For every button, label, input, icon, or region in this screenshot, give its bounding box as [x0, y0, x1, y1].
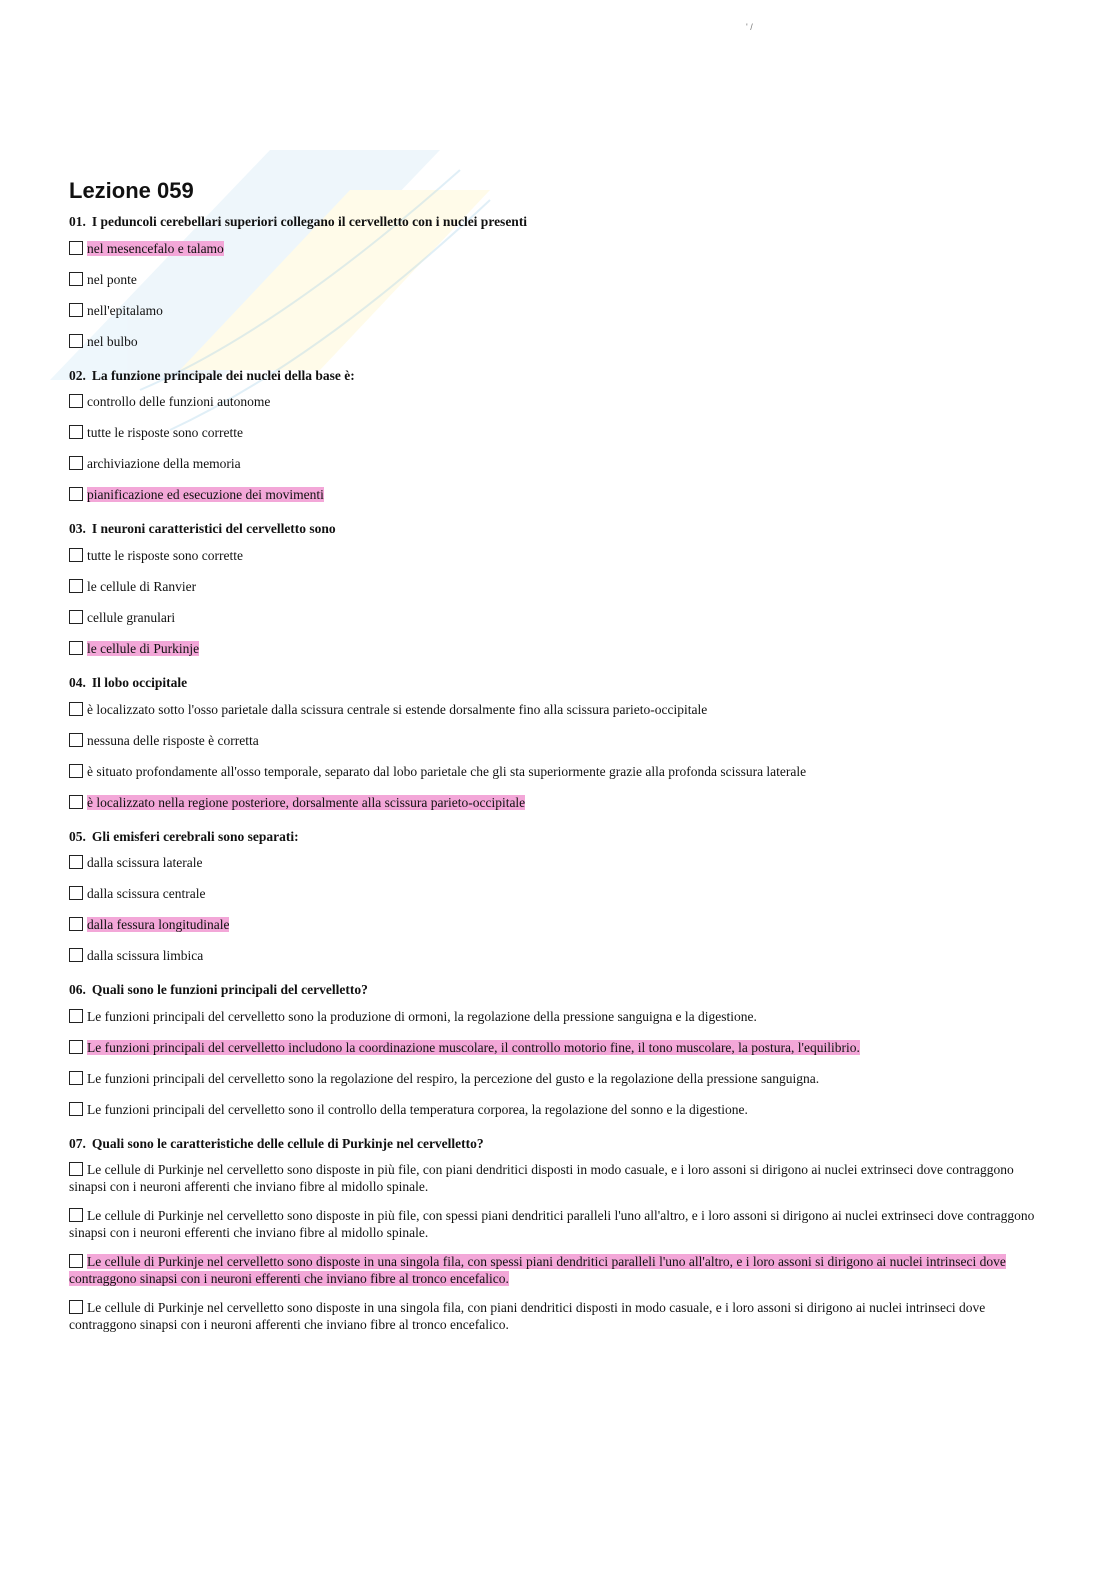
answer-text: Le cellule di Purkinje nel cervelletto sono disposte in più file, con piani dendritici disposti in modo casuale, e i loro assoni si dirigono ai nuclei extrinseci dove contraggono sinapsi con i neuroni afferenti che inviano fibre al midollo spinale.: [69, 1162, 1014, 1195]
question-number: 02.: [69, 367, 86, 383]
checkbox[interactable]: [69, 1102, 83, 1116]
checkbox[interactable]: [69, 610, 83, 624]
checkbox[interactable]: [69, 241, 83, 255]
answer-text: nessuna delle risposte è corretta: [87, 732, 259, 748]
answer-option: [69, 547, 1049, 564]
answer-text: Le cellule di Purkinje nel cervelletto sono disposte in più file, con spessi piani dendritici paralleli l'uno all'altro, e i loro assoni si dirigono ai nuclei extrinseci dove contraggono sinapsi con i neuroni efferenti che inviano fibre al midollo spinale.: [69, 1208, 1035, 1241]
answer-text: dalla scissura centrale: [87, 886, 206, 902]
question-label: I neuroni caratteristici del cervelletto sono: [91, 521, 336, 537]
answer-text: nell'epitalamo: [87, 302, 163, 318]
question-label: I peduncoli cerebellari superiori collegano il cervelletto con i nuclei presenti: [91, 214, 528, 230]
answer-option: [69, 333, 1049, 350]
question-list: [69, 213, 1049, 1333]
answer-option-highlighted: [69, 640, 1049, 657]
checkbox[interactable]: [69, 855, 83, 869]
answer-option: [69, 947, 1049, 964]
question-label: La funzione principale dei nuclei della base è:: [91, 367, 355, 383]
answer-option: [69, 701, 1049, 718]
checkbox[interactable]: [69, 917, 83, 931]
checkbox[interactable]: [69, 303, 83, 317]
answer-text: nel ponte: [87, 271, 137, 287]
checkbox[interactable]: [69, 579, 83, 593]
question-text: [69, 674, 1049, 692]
answer-text: dalla fessura longitudinale: [87, 917, 230, 933]
answer-option: [69, 1008, 1049, 1025]
answer-text: dalla scissura limbica: [87, 948, 204, 964]
answer-text: tutte le risposte sono corrette: [87, 548, 243, 564]
checkbox[interactable]: [69, 1071, 83, 1085]
answer-option: [69, 609, 1049, 626]
answer-text: nel bulbo: [87, 333, 138, 349]
answer-text: Le cellule di Purkinje nel cervelletto sono disposte in una singola fila, con spessi piani dendritici paralleli l'uno all'altro, e i loro assoni si dirigono ai nuclei intrinseci dove contraggono sinapsi con i neuroni efferenti che inviano fibre al tronco encefalico.: [69, 1254, 1006, 1287]
answer-text: nel mesencefalo e talamo: [87, 240, 224, 256]
checkbox[interactable]: [69, 548, 83, 562]
question-number: 03.: [69, 521, 86, 537]
answer-text: Le funzioni principali del cervelletto sono il controllo della temperatura corporea, la regolazione del sonno e la digestione.: [87, 1101, 748, 1117]
answer-text: pianificazione ed esecuzione dei movimenti: [87, 487, 324, 503]
question-text: [69, 828, 1049, 846]
answer-option-highlighted: [69, 240, 1049, 257]
answer-option: [69, 1299, 1049, 1333]
page-corner-mark: ' /: [746, 22, 753, 32]
quiz-content: [69, 178, 1049, 1350]
checkbox[interactable]: [69, 641, 83, 655]
question-number: 07.: [69, 1135, 86, 1151]
answer-option: [69, 1070, 1049, 1087]
checkbox[interactable]: [69, 1162, 83, 1176]
checkbox[interactable]: [69, 948, 83, 962]
checkbox[interactable]: [69, 795, 83, 809]
checkbox[interactable]: [69, 272, 83, 286]
question-block: [69, 520, 1049, 657]
question-text: [69, 1135, 1049, 1153]
checkbox[interactable]: [69, 1300, 83, 1314]
answer-text: tutte le risposte sono corrette: [87, 425, 243, 441]
question-label: Quali sono le caratteristiche delle cellule di Purkinje nel cervelletto?: [91, 1135, 484, 1151]
answer-option: [69, 1161, 1049, 1195]
question-block: [69, 367, 1049, 504]
answer-text: è localizzato nella regione posteriore, dorsalmente alla scissura parieto-occipitale: [87, 794, 526, 810]
checkbox[interactable]: [69, 334, 83, 348]
checkbox[interactable]: [69, 702, 83, 716]
answer-text: Le funzioni principali del cervelletto sono la produzione di ormoni, la regolazione della pressione sanguigna e la digestione.: [87, 1008, 757, 1024]
answer-option: [69, 271, 1049, 288]
checkbox[interactable]: [69, 1009, 83, 1023]
answer-option: [69, 854, 1049, 871]
checkbox[interactable]: [69, 487, 83, 501]
answer-option: [69, 393, 1049, 410]
answer-text: Le funzioni principali del cervelletto sono la regolazione del respiro, la percezione del gusto e la regolazione della pressione sanguigna.: [87, 1070, 820, 1086]
question-block: [69, 1135, 1049, 1334]
answer-option: [69, 763, 1049, 780]
question-block: [69, 213, 1049, 350]
answer-text: cellule granulari: [87, 610, 176, 626]
question-block: [69, 828, 1049, 965]
answer-option: [69, 1207, 1049, 1241]
question-block: [69, 674, 1049, 811]
question-number: 01.: [69, 214, 86, 230]
answer-option: [69, 885, 1049, 902]
answer-option-highlighted: [69, 1039, 1049, 1056]
question-text: [69, 981, 1049, 999]
answer-option-highlighted: [69, 916, 1049, 933]
question-text: [69, 520, 1049, 538]
checkbox[interactable]: [69, 733, 83, 747]
question-number: 06.: [69, 982, 86, 998]
answer-option: [69, 578, 1049, 595]
answer-option: [69, 1101, 1049, 1118]
answer-text: le cellule di Ranvier: [87, 579, 197, 595]
answer-text: Le cellule di Purkinje nel cervelletto sono disposte in una singola fila, con piani dendritici disposti in modo casuale, e i loro assoni si dirigono ai nuclei intrinseci dove contraggono sinapsi con i neuroni afferenti che inviano fibre al tronco encefalico.: [69, 1300, 986, 1333]
answer-option: [69, 455, 1049, 472]
question-label: Il lobo occipitale: [91, 675, 188, 691]
answer-option-highlighted: [69, 1253, 1049, 1287]
answer-text: dalla scissura laterale: [87, 855, 203, 871]
answer-option-highlighted: [69, 794, 1049, 811]
checkbox[interactable]: [69, 1208, 83, 1222]
answer-text: è situato profondamente all'osso temporale, separato dal lobo parietale che gli sta superiormente grazie alla profonda scissura laterale: [87, 763, 807, 779]
question-text: [69, 367, 1049, 385]
lesson-title: Lezione 059: [69, 178, 194, 203]
checkbox[interactable]: [69, 394, 83, 408]
question-block: [69, 981, 1049, 1118]
answer-option: [69, 732, 1049, 749]
answer-text: le cellule di Purkinje: [87, 641, 200, 657]
question-number: 04.: [69, 675, 86, 691]
checkbox[interactable]: [69, 1254, 83, 1268]
answer-text: Le funzioni principali del cervelletto includono la coordinazione muscolare, il controllo motorio fine, il tono muscolare, la postura, l'equilibrio.: [87, 1039, 860, 1055]
question-number: 05.: [69, 828, 86, 844]
question-label: Quali sono le funzioni principali del cervelletto?: [91, 982, 368, 998]
checkbox[interactable]: [69, 886, 83, 900]
checkbox[interactable]: [69, 1040, 83, 1054]
checkbox[interactable]: [69, 456, 83, 470]
answer-text: è localizzato sotto l'osso parietale dalla scissura centrale si estende dorsalmente fino alla scissura parieto-occipitale: [87, 701, 708, 717]
question-label: Gli emisferi cerebrali sono separati:: [91, 828, 299, 844]
answer-option: [69, 424, 1049, 441]
answer-option-highlighted: [69, 486, 1049, 503]
checkbox[interactable]: [69, 764, 83, 778]
question-text: [69, 213, 1049, 231]
answer-text: controllo delle funzioni autonome: [87, 394, 271, 410]
checkbox[interactable]: [69, 425, 83, 439]
answer-text: archiviazione della memoria: [87, 456, 241, 472]
answer-option: [69, 302, 1049, 319]
